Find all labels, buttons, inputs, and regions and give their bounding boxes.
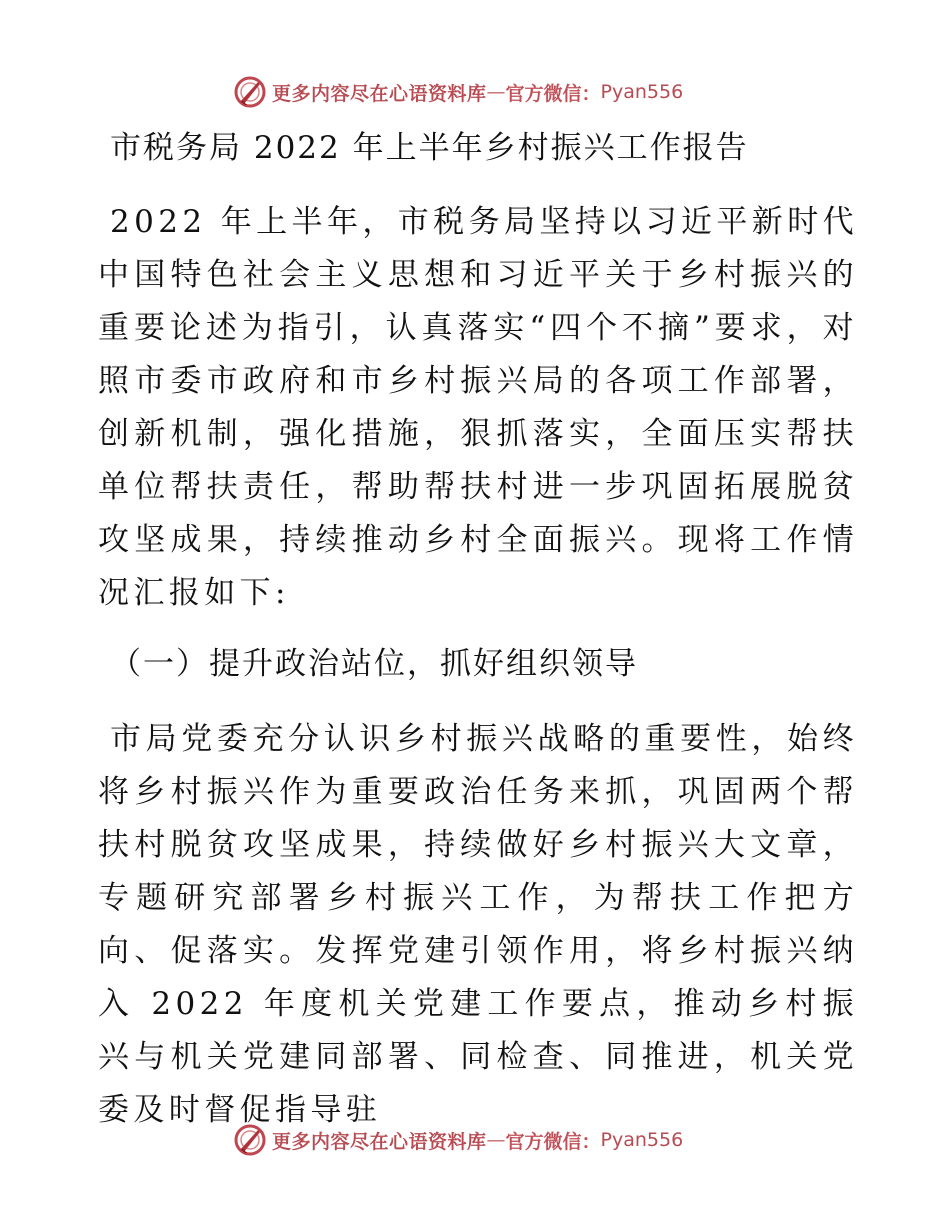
watermark-separator: — (486, 1129, 506, 1151)
header-watermark (232, 72, 712, 112)
footer-watermark (232, 1120, 712, 1160)
watermark-wechat-label: 官方微信： (505, 1130, 601, 1153)
watermark-separator: — (486, 81, 506, 103)
watermark-brand: 更多内容尽在心语资料库 (272, 1130, 487, 1153)
watermark-wechat-label: 官方微信： (505, 82, 601, 105)
quill-logo-icon (232, 1122, 268, 1158)
watermark-wechat-id: Pyan556 (600, 81, 684, 103)
section-heading-1: （一）提升政治站位，抓好组织领导 (110, 646, 638, 682)
watermark-brand: 更多内容尽在心语资料库 (272, 82, 487, 105)
document-body (98, 126, 858, 1137)
watermark-wechat-id: Pyan556 (600, 1129, 684, 1151)
document-title: 市税务局 2022 年上半年乡村振兴工作报告 (110, 130, 749, 166)
paragraph-section-1: 市局党委充分认识乡村振兴战略的重要性，始终将乡村振兴作为重要政治任务来抓，巩固两个帮扶村脱贫攻坚成果，持续做好乡村振兴大文章，专题研究部署乡村振兴工作，为帮扶工作把方向、促落实。发挥党建引领作用，将乡村振兴纳入 2022 年度机关党建工作要点，推动乡村振兴与机关党建同部署、同检查、同推进，机关党委及时督促指导驻 (98, 721, 858, 1128)
quill-logo-icon (232, 74, 268, 110)
paragraph-intro: 2022 年上半年，市税务局坚持以习近平新时代中国特色社会主义思想和习近平关于乡村振兴的重要论述为指引，认真落实“四个不摘”要求，对照市委市政府和市乡村振兴局的各项工作部署，创新机制，强化措施，狠抓落实，全面压实帮扶单位帮扶责任，帮助帮扶村进一步巩固拓展脱贫攻坚成果，持续推动乡村全面振兴。现将工作情况汇报如下: (98, 204, 858, 611)
